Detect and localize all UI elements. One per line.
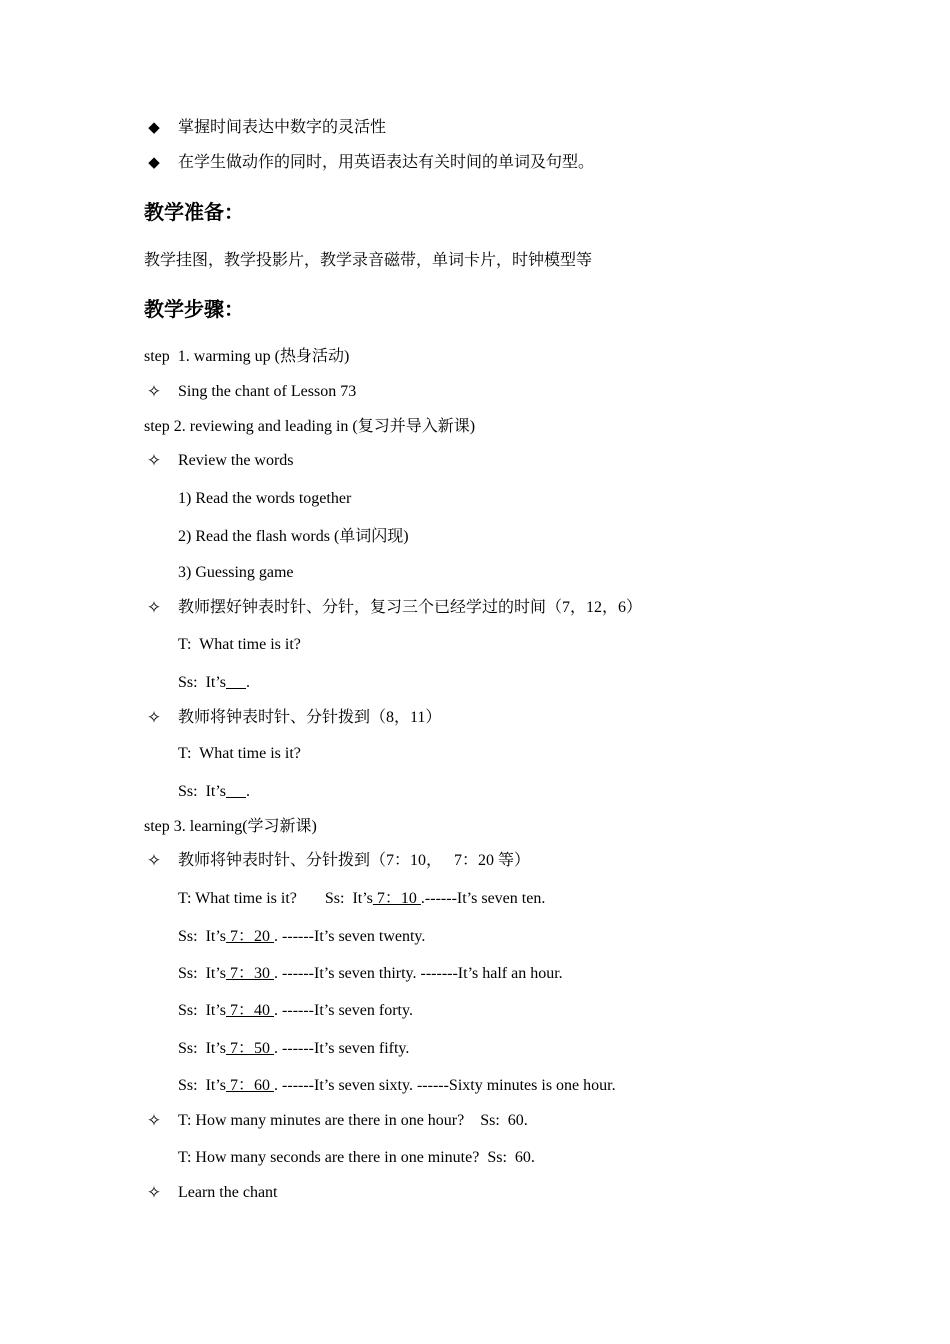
step2-question-2: T: What time is it? bbox=[178, 745, 301, 762]
step3-teacher: 教师将钟表时针、分针拨到（7：10， 7：20 等） bbox=[178, 852, 531, 869]
time-line-4: Ss: It’s 7：50 . ------It’s seven fifty. bbox=[178, 1040, 410, 1057]
steps-heading: 教学步骤： bbox=[144, 297, 244, 321]
four-pointed-star-icon: ✧ bbox=[146, 1183, 162, 1202]
four-pointed-star-icon: ✧ bbox=[146, 708, 162, 727]
seconds-question: T: How many seconds are there in one minute? Ss: 60. bbox=[178, 1149, 535, 1166]
step2-question-1: T: What time is it? bbox=[178, 636, 301, 653]
step2-title: step 2. reviewing and leading in (复习并导入新课) bbox=[144, 418, 476, 435]
four-pointed-star-icon: ✧ bbox=[146, 451, 162, 470]
four-pointed-star-icon: ✧ bbox=[146, 598, 162, 617]
answer-blank bbox=[226, 783, 246, 800]
step1-item: Sing the chant of Lesson 73 bbox=[178, 383, 357, 400]
step2-teacher-2: 教师将钟表时针、分针拨到（8，11） bbox=[178, 709, 442, 726]
black-diamond-icon: ◆ bbox=[148, 120, 160, 136]
time-line-5: Ss: It’s 7：60 . ------It’s seven sixty. ------Sixty minutes is one hour. bbox=[178, 1077, 616, 1094]
answer-blank bbox=[226, 674, 246, 691]
time-line-3: Ss: It’s 7：40 . ------It’s seven forty. bbox=[178, 1002, 413, 1019]
step2-sub-2: 2) Read the flash words (单词闪现) bbox=[178, 528, 409, 545]
step2-sub-3: 3) Guessing game bbox=[178, 564, 294, 581]
time-line-0: T: What time is it? Ss: It’s 7：10 .------It’s seven ten. bbox=[178, 890, 546, 907]
step2-answer-1: Ss: It’s . bbox=[178, 674, 251, 691]
four-pointed-star-icon: ✧ bbox=[146, 851, 162, 870]
minutes-question: T: How many minutes are there in one hour? Ss: 60. bbox=[178, 1112, 528, 1129]
time-line-1: Ss: It’s 7：20 . ------It’s seven twenty. bbox=[178, 928, 426, 945]
step2-review: Review the words bbox=[178, 452, 294, 469]
black-diamond-icon: ◆ bbox=[148, 155, 160, 171]
step2-teacher-1: 教师摆好钟表时针、分针，复习三个已经学过的时间（7，12，6） bbox=[178, 599, 643, 616]
objective-1: 掌握时间表达中数字的灵活性 bbox=[178, 119, 387, 136]
step3-title: step 3. learning(学习新课) bbox=[144, 818, 317, 835]
prep-text: 教学挂图，教学投影片，教学录音磁带，单词卡片，时钟模型等 bbox=[144, 252, 593, 269]
objective-2: 在学生做动作的同时，用英语表达有关时间的单词及句型。 bbox=[178, 154, 595, 171]
prep-heading: 教学准备： bbox=[144, 200, 244, 224]
learn-chant: Learn the chant bbox=[178, 1184, 278, 1201]
step2-answer-2: Ss: It’s . bbox=[178, 783, 251, 800]
four-pointed-star-icon: ✧ bbox=[146, 1111, 162, 1130]
time-line-2: Ss: It’s 7：30 . ------It’s seven thirty. -------It’s half an hour. bbox=[178, 965, 563, 982]
step1-title: step 1. warming up (热身活动) bbox=[144, 348, 350, 365]
step2-sub-1: 1) Read the words together bbox=[178, 490, 352, 507]
four-pointed-star-icon: ✧ bbox=[146, 382, 162, 401]
